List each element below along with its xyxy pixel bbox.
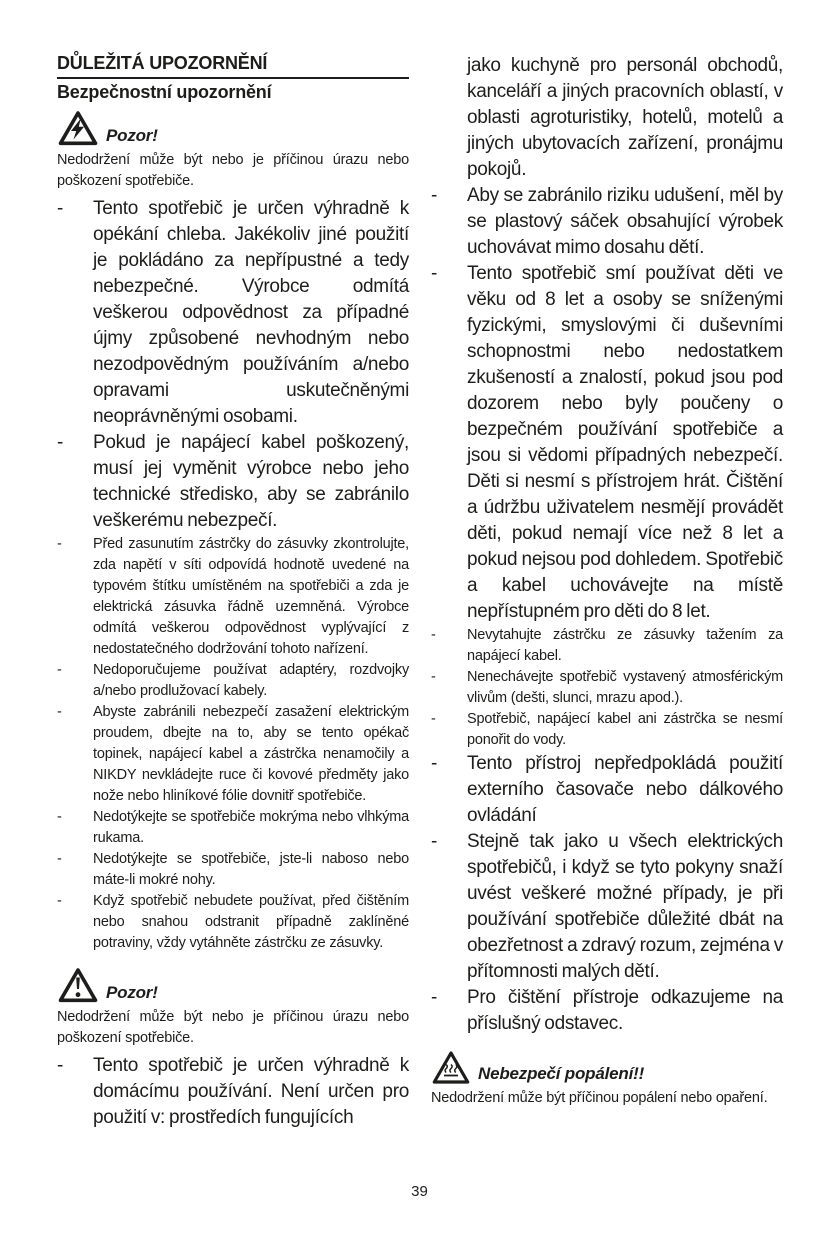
list-item-text: Aby se zabránilo riziku udušení, měl by se plastový sáček obsahující výrobek uchovávat mimo dosahu dětí. (467, 185, 783, 258)
warning-electric-icon (57, 109, 99, 147)
bullet-dash: - (57, 198, 64, 219)
list-item-text: Stejně tak jako u všech elektrických spotřebičů, i když se tyto pokyny snaží uvést veškeré možné případy, je při používání spotřebiče důležité dbát na obezřetnost a zdravý rozum, zejména v přítomnosti malých dětí. (467, 831, 783, 982)
page-number: 39 (411, 1183, 428, 1200)
bullet-dash: - (431, 987, 438, 1008)
warning-header-general (57, 966, 409, 1004)
list-item-text: Nedoporučujeme používat adaptéry, rozdvojky a/nebo prodlužovací kabely. (93, 662, 409, 699)
bullet-dash: - (431, 831, 438, 852)
list-item (431, 709, 783, 751)
left-column (57, 53, 409, 1131)
spacer (431, 1037, 783, 1045)
warning-header-burn (431, 1049, 783, 1085)
warning-label: Pozor! (106, 126, 158, 145)
list-item-text: Spotřebič, napájecí kabel ani zástrčka se nesmí ponořit do vody. (467, 711, 783, 748)
warning-description: Nedodržení může být nebo je příčinou úrazu nebo poškození spotřebiče. (57, 152, 409, 189)
list-item (431, 183, 783, 261)
warning-description: Nedodržení může být nebo je příčinou úrazu nebo poškození spotřebiče. (57, 1009, 409, 1046)
list-item-text: Abyste zabránili nebezpečí zasažení elektrickým proudem, dbejte na to, aby se tento opékač topinek, napájecí kabel a zástrčka nenamočily a NIKDY nevkládejte ruce či kovové předměty jako nože nebo hliníkové fólie dovnitř spotřebiče. (93, 704, 409, 804)
list-item-text: Před zasunutím zástrčky do zásuvky zkontrolujte, zda napětí v síti odpovídá hodnotě uvedené na typovém štítku umístěném na spotřebiči a zda je elektrická zásuvka řádně uzemněná. Výrobce odmítá veškerou odpovědnost vyplývající z nedostatečného dodržování tohoto nařízení. (93, 536, 409, 657)
list-item (57, 891, 409, 954)
bullet-dash: - (431, 711, 436, 727)
list-item-text: Tento spotřebič smí používat děti ve věku od 8 let a osoby se sníženými fyzickými, smyslovými či duševními schopnostmi nebo nedostatkem zkušeností a znalostí, pokud jsou pod dozorem nebo byly poučeny o bezpečném používání spotřebiče a jsou si vědomi případných nebezpečí. Děti si nesmí s přístrojem hrát. Čištění a údržbu uživatelem nesmějí provádět děti, pokud nemají více než 8 let a pokud nejsou pod dohledem. Spotřebič a kabel uchovávejte na místě nepřístupném pro děti do 8 let. (467, 263, 783, 622)
bullet-dash: - (57, 893, 62, 909)
bullet-dash: - (57, 851, 62, 867)
bullet-dash: - (431, 627, 436, 643)
list-item (431, 829, 783, 985)
subsection-title: Bezpečnostní upozornění (57, 82, 272, 102)
list-item-text: Nedotýkejte se spotřebiče, jste-li naboso nebo máte-li mokré nohy. (93, 851, 409, 888)
right-column (431, 53, 783, 1131)
list-item-text: Nenechávejte spotřebič vystavený atmosférickým vlivům (dešti, slunci, mrazu apod.). (467, 669, 783, 706)
warning-description: Nedodržení může být příčinou popálení nebo opaření. (431, 1090, 768, 1106)
list-item (431, 625, 783, 667)
spacer (57, 954, 409, 962)
list-item-text: Pro čištění přístroje odkazujeme na příslušný odstavec. (467, 987, 783, 1034)
list-item (431, 261, 783, 625)
bullet-dash: - (57, 1055, 64, 1076)
list-item-text: Nedotýkejte se spotřebiče mokrýma nebo vlhkýma rukama. (93, 809, 409, 846)
list-item-text: Tento přístroj nepředpokládá použití externího časovače nebo dálkového ovládání (467, 753, 783, 826)
list-item-text: Nevytahujte zástrčku ze zásuvky tažením za napájecí kabel. (467, 627, 783, 664)
section-title: DŮLEŽITÁ UPOZORNĚNÍ (57, 53, 409, 79)
warning-exclamation-icon (57, 966, 99, 1004)
list-item-text: Když spotřebič nebudete používat, před čištěním nebo snahou odstranit případně zaklíněné potraviny, vždy vytáhněte zástrčku ze zásuvky. (93, 893, 409, 951)
list-item (431, 667, 783, 709)
warning-header-electric (57, 109, 409, 147)
bullet-dash: - (57, 704, 62, 720)
bullet-dash: - (431, 669, 436, 685)
list-item (57, 702, 409, 807)
list-item (57, 807, 409, 849)
list-item (57, 1053, 409, 1131)
warning-hot-surface-icon (431, 1049, 471, 1085)
list-item (431, 985, 783, 1037)
bullet-dash: - (57, 809, 62, 825)
list-item (57, 660, 409, 702)
list-item-text: Pokud je napájecí kabel poškozený, musí jej vyměnit výrobce nebo jeho technické středisko, aby se zabránilo veškerému nebezpečí. (93, 432, 409, 531)
bullet-dash: - (57, 662, 62, 678)
list-item (57, 196, 409, 430)
bullet-dash: - (57, 536, 62, 552)
bullet-dash: - (431, 753, 438, 774)
list-item (57, 534, 409, 660)
bullet-dash: - (431, 185, 438, 206)
list-item-text: Tento spotřebič je určen výhradně k opékání chleba. Jakékoliv jiné použití je pokládáno za nepřípustné a tedy nebezpečné. Výrobce odmítá veškerou odpovědnost za případné újmy způsobené nevhodným nebo nezodpovědným používáním a/nebo opravami uskutečněnými neoprávněnými osobami. (93, 198, 409, 427)
warning-label: Nebezpečí popálení!! (478, 1064, 645, 1083)
list-item (431, 751, 783, 829)
bullet-dash: - (57, 432, 64, 453)
list-item-text: Tento spotřebič je určen výhradně k domácímu používání. Není určen pro použití v: prostředích fungujících (93, 1055, 409, 1128)
continuation-paragraph: jako kuchyně pro personál obchodů, kanceláří a jiných pracovních oblastí, v oblasti agroturistiky, hotelů, motelů a jiných ubytovacích zařízení, pronájmu pokojů. (467, 55, 783, 180)
warning-label: Pozor! (106, 983, 158, 1002)
list-item (57, 849, 409, 891)
bullet-dash: - (431, 263, 438, 284)
list-item (57, 430, 409, 534)
